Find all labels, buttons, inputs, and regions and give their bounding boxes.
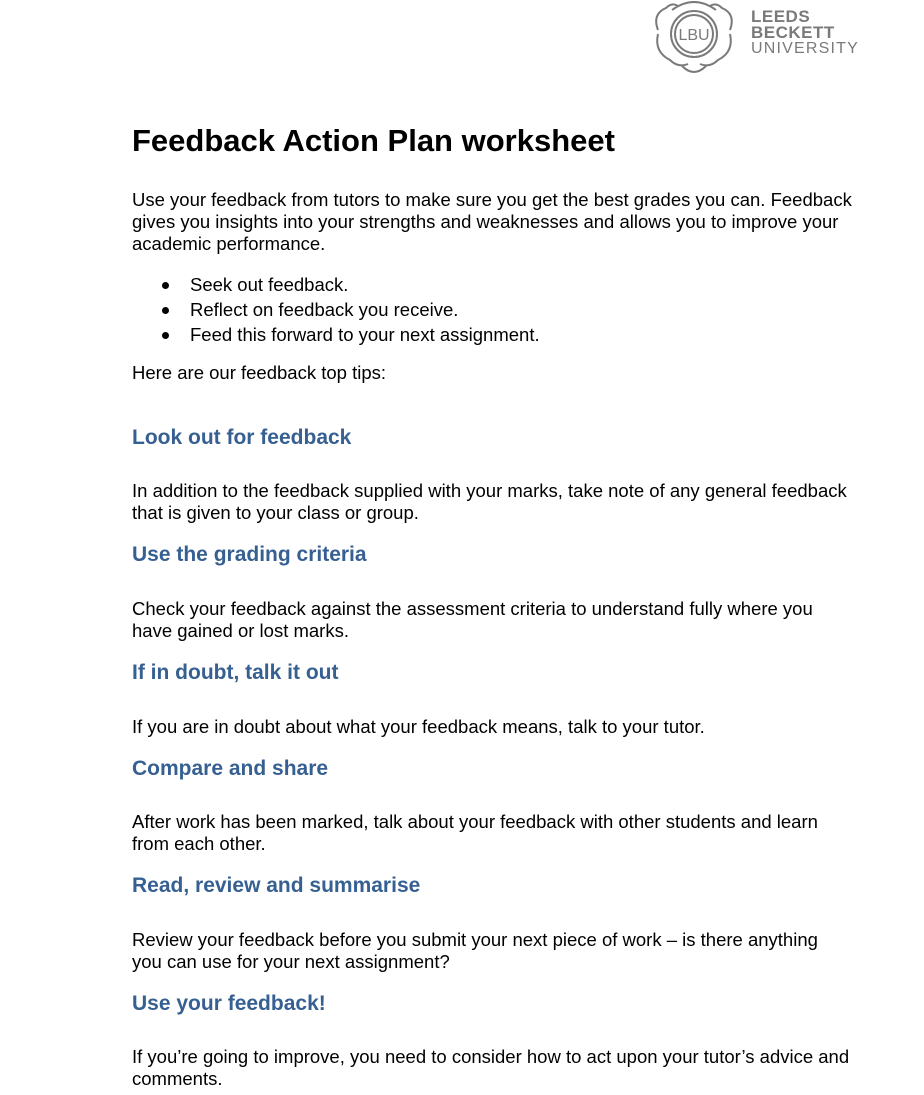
section-body-look-out: In addition to the feedback supplied with your marks, take note of any general feedback that is given to your class or group. bbox=[132, 480, 847, 523]
logo-line-beckett: BECKETT bbox=[751, 23, 835, 42]
intro-paragraph: Use your feedback from tutors to make sure you get the best grades you can. Feedback gives you insights into your strengths and weaknesses and allows you to improve your academic performance. bbox=[132, 189, 852, 254]
list-item bbox=[132, 274, 540, 299]
emblem-text: LBU bbox=[678, 27, 710, 44]
section-heading-talk-it-out: If in doubt, talk it out bbox=[132, 661, 339, 684]
section-body-use-feedback: If you’re going to improve, you need to consider how to act upon your tutor’s advice and comments. bbox=[132, 1046, 850, 1089]
tips-intro: Here are our feedback top tips: bbox=[132, 362, 387, 383]
logo-line-leeds: LEEDS bbox=[751, 7, 811, 26]
bullet-list bbox=[132, 274, 540, 349]
section-body-read-review: Review your feedback before you submit your next piece of work – is there anything you can use for your next assignment? bbox=[132, 929, 818, 972]
section-heading-read-review: Read, review and summarise bbox=[132, 874, 421, 897]
section-body-compare-share: After work has been marked, talk about your feedback with other students and learn from each other. bbox=[132, 811, 818, 854]
list-item bbox=[132, 299, 540, 324]
bullet-icon bbox=[162, 307, 169, 314]
bullet-text: Feed this forward to your next assignment. bbox=[190, 324, 540, 345]
bullet-text: Seek out feedback. bbox=[190, 274, 349, 295]
bullet-icon bbox=[162, 332, 169, 339]
list-item bbox=[132, 324, 540, 349]
section-heading-use-feedback: Use your feedback! bbox=[132, 992, 326, 1015]
bullet-text: Reflect on feedback you receive. bbox=[190, 299, 459, 320]
section-heading-compare-share: Compare and share bbox=[132, 757, 329, 780]
section-body-grading-criteria: Check your feedback against the assessment criteria to understand fully where you have gained or lost marks. bbox=[132, 598, 813, 641]
section-heading-grading-criteria: Use the grading criteria bbox=[132, 543, 367, 566]
university-logo bbox=[652, 0, 860, 76]
section-heading-look-out: Look out for feedback bbox=[132, 426, 352, 449]
page-title: Feedback Action Plan worksheet bbox=[132, 123, 615, 158]
rose-emblem-icon bbox=[652, 0, 742, 76]
logo-line-university: UNIVERSITY bbox=[751, 40, 860, 57]
section-body-talk-it-out: If you are in doubt about what your feedback means, talk to your tutor. bbox=[132, 716, 705, 737]
logo-wordmark bbox=[751, 9, 859, 57]
bullet-icon bbox=[162, 282, 169, 289]
